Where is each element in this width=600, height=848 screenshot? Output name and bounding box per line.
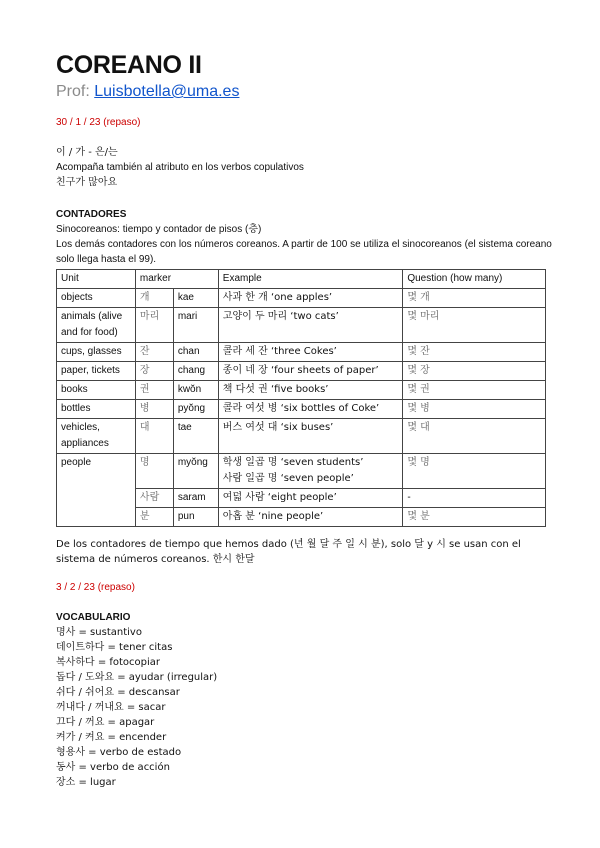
vocabulary-heading: VOCABULARIO (56, 612, 131, 623)
counters-time-note: De los contadores de tiempo que hemos dado (년 월 달 주 일 시 분), solo 달 y 시 se usan con el sistema de números coreanos. 한시 한달 (56, 539, 521, 565)
hangul-marker-cell: 분 (135, 508, 173, 527)
counters-line-2: Los demás contadores con los números coreanos. A partir de 100 se utiliza el sinocoreanos (el sistema coreano solo llega hasta el 99). (56, 239, 552, 265)
list-item: 꺼내다 / 꺼내요 = sacar (56, 702, 166, 713)
example-cell: 사과 한 개 ‘one apples’ (218, 289, 403, 308)
hangul-marker-cell: 잔 (135, 343, 173, 362)
example-cell: 콜라 여섯 병 ‘six bottles of Coke’ (218, 400, 403, 419)
counters-heading: CONTADORES (56, 209, 127, 220)
question-cell: 몇 권 (403, 381, 546, 400)
list-item: 동사 = verbo de acción (56, 762, 170, 773)
hangul-marker-cell: 병 (135, 400, 173, 419)
document-page (56, 50, 556, 790)
people-example-2: 사람 일곱 명 ‘seven people’ (222, 473, 354, 484)
example-cell: 버스 여섯 대 ‘six buses’ (218, 419, 403, 454)
unit-cell: bottles (57, 400, 136, 419)
list-item: 돕다 / 도와요 = ayudar (irregular) (56, 672, 218, 683)
roman-marker-cell: chan (173, 343, 218, 362)
list-item: 형용사 = verbo de estado (56, 747, 182, 758)
table-row (57, 381, 546, 400)
example-cell: 책 다섯 권 ‘five books’ (218, 381, 403, 400)
unit-cell: cups, glasses (57, 343, 136, 362)
table-row (57, 289, 546, 308)
counters-table (56, 269, 546, 527)
particle-example: 친구가 많아요 (56, 177, 118, 188)
hangul-marker-cell: 장 (135, 362, 173, 381)
document-title: COREANO II (56, 51, 202, 79)
list-item: 쉬다 / 쉬어요 = descansar (56, 687, 180, 698)
roman-marker-cell: kwŏn (173, 381, 218, 400)
section1-date: 30 / 1 / 23 (repaso) (56, 117, 141, 128)
table-row-people (57, 454, 546, 489)
question-cell: 몇 대 (403, 419, 546, 454)
example-cell: 아홉 분 ‘nine people’ (218, 508, 403, 527)
example-cell: 종이 네 장 ‘four sheets of paper’ (218, 362, 403, 381)
example-cell (218, 454, 403, 489)
roman-marker-cell: tae (173, 419, 218, 454)
unit-cell: animals (alive and for food) (57, 308, 136, 343)
roman-marker-cell: chang (173, 362, 218, 381)
list-item: 장소 = lugar (56, 777, 116, 788)
list-item: 켜가 / 켜요 = encender (56, 732, 167, 743)
hangul-marker-cell: 대 (135, 419, 173, 454)
section2-date: 3 / 2 / 23 (repaso) (56, 582, 135, 593)
hangul-marker-cell: 마리 (135, 308, 173, 343)
unit-cell: paper, tickets (57, 362, 136, 381)
professor-label: Prof: (56, 83, 95, 100)
roman-marker-cell: kae (173, 289, 218, 308)
header-question: Question (how many) (403, 270, 546, 289)
list-item: 명사 = sustantivo (56, 627, 142, 638)
unit-cell: objects (57, 289, 136, 308)
question-cell: 몇 잔 (403, 343, 546, 362)
example-cell: 고양이 두 마리 ‘two cats’ (218, 308, 403, 343)
table-header-row (57, 270, 546, 289)
question-cell: 몇 마리 (403, 308, 546, 343)
table-row (57, 400, 546, 419)
example-cell: 여덟 사람 ‘eight people’ (218, 489, 403, 508)
hangul-marker-cell: 권 (135, 381, 173, 400)
question-cell: - (403, 489, 546, 508)
question-cell: 몇 분 (403, 508, 546, 527)
particle-line: 이 / 가 - 은/는 (56, 147, 118, 158)
list-item: 끄다 / 꺼요 = apagar (56, 717, 155, 728)
list-item: 복사하다 = fotocopiar (56, 657, 161, 668)
counters-line-1: Sinocoreanos: tiempo y contador de pisos (층) (56, 224, 262, 235)
roman-marker-cell: mari (173, 308, 218, 343)
list-item: 데이트하다 = tener citas (56, 642, 173, 653)
roman-marker-cell: myŏng (173, 454, 218, 489)
table-row (57, 419, 546, 454)
unit-cell: people (57, 454, 136, 527)
question-cell: 몇 명 (403, 454, 546, 489)
unit-cell: vehicles, appliances (57, 419, 136, 454)
roman-marker-cell: saram (173, 489, 218, 508)
table-row (57, 362, 546, 381)
table-row (57, 343, 546, 362)
people-example-1: 학생 일곱 명 ‘seven students’ (222, 457, 364, 468)
hangul-marker-cell: 개 (135, 289, 173, 308)
question-cell: 몇 개 (403, 289, 546, 308)
header-unit: Unit (57, 270, 136, 289)
professor-line (56, 82, 556, 102)
vocabulary-list (56, 625, 556, 790)
professor-email-link[interactable]: Luisbotella@uma.es (94, 83, 240, 100)
hangul-marker-cell: 명 (135, 454, 173, 489)
unit-cell: books (57, 381, 136, 400)
question-cell: 몇 병 (403, 400, 546, 419)
hangul-marker-cell: 사람 (135, 489, 173, 508)
roman-marker-cell: pun (173, 508, 218, 527)
header-marker: marker (135, 270, 218, 289)
table-row (57, 308, 546, 343)
question-cell: 몇 장 (403, 362, 546, 381)
header-example: Example (218, 270, 403, 289)
roman-marker-cell: pyŏng (173, 400, 218, 419)
particle-note: Acompaña también al atributo en los verbos copulativos (56, 162, 304, 173)
example-cell: 콜라 세 잔 ‘three Cokes’ (218, 343, 403, 362)
